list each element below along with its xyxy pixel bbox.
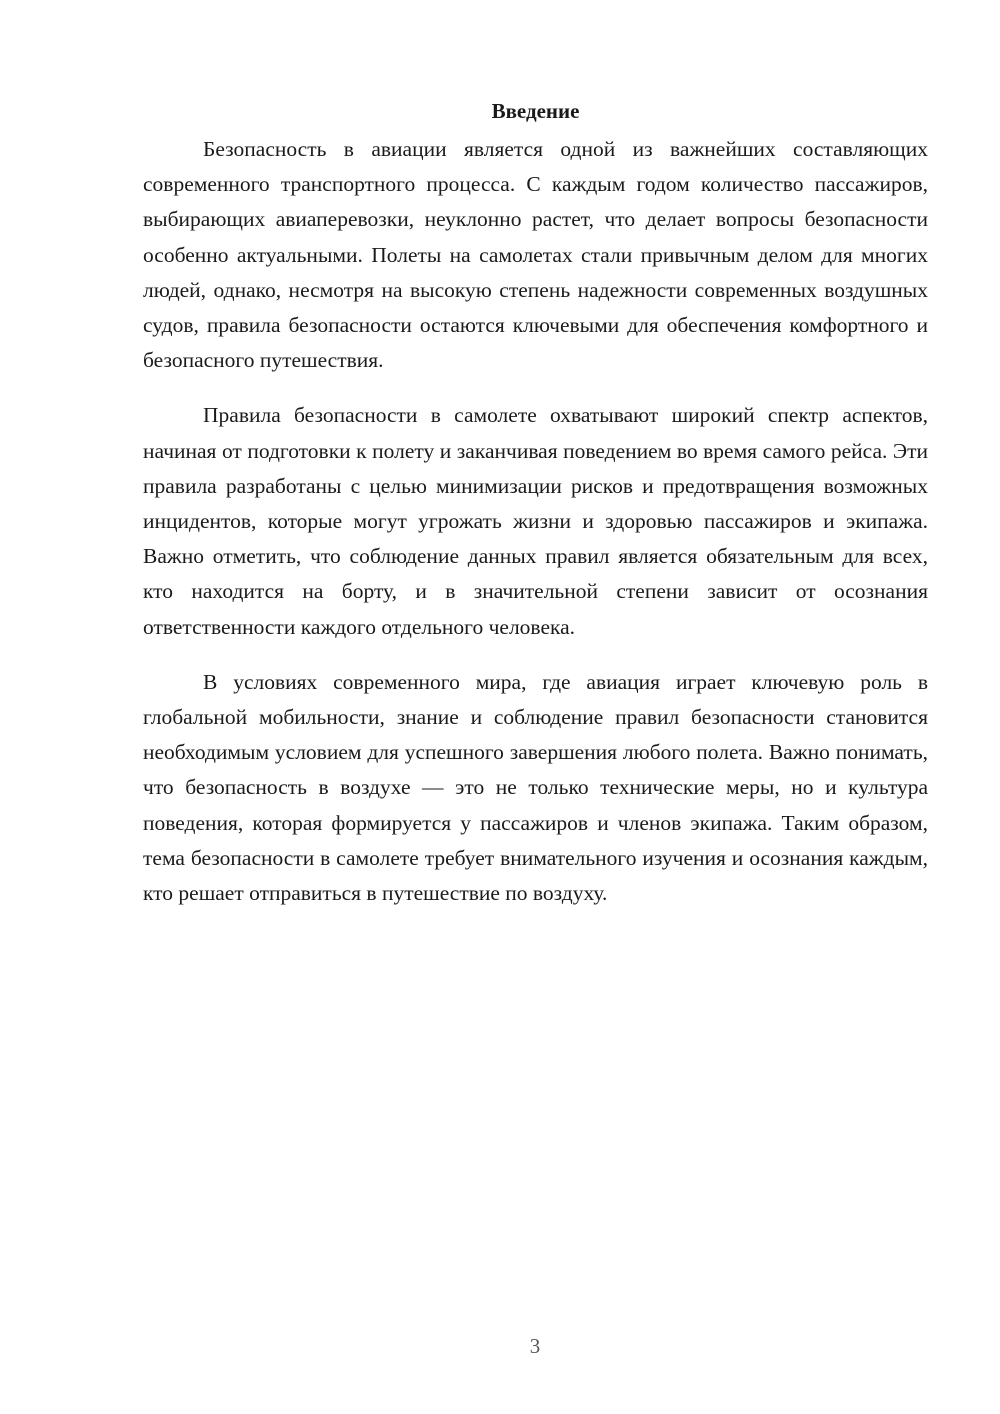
section-title: Введение	[491, 99, 580, 123]
paragraph-1: Безопасность в авиации является одной из важнейших составляющих современного транспортного процесса. С каждым годом количество пассажиров, выбирающих авиаперевозки, неуклонно растет, что делает вопросы безопасности особенно актуальными. Полеты на самолетах стали привычным делом для многих людей, однако, несмотря на высокую степень надежности современных воздушных судов, правила безопасности остаются ключевыми для обеспечения комфортного и безопасного путешествия.	[143, 137, 928, 373]
page-content	[143, 96, 928, 931]
paragraph-3: В условиях современного мира, где авиация играет ключевую роль в глобальной мобильности, знание и соблюдение правил безопасности становится необходимым условием для успешного завершения любого полета. Важно понимать, что безопасность в воздухе — это не только технические меры, но и культура поведения, которая формируется у пассажиров и членов экипажа. Таким образом, тема безопасности в самолете требует внимательного изучения и осознания каждым, кто решает отправиться в путешествие по воздуху.	[143, 669, 928, 906]
paragraph-2: Правила безопасности в самолете охватывают широкий спектр аспектов, начиная от подготовки к полету и заканчивая поведением во время самого рейса. Эти правила разработаны с целью минимизации рисков и предотвращения возможных инцидентов, которые могут угрожать жизни и здоровью пассажиров и экипажа. Важно отметить, что соблюдение данных правил является обязательным для всех, кто находится на борту, и в значительной степени зависит от осознания ответственности каждого отдельного человека.	[143, 403, 928, 639]
page-number: 3	[529, 1334, 541, 1358]
